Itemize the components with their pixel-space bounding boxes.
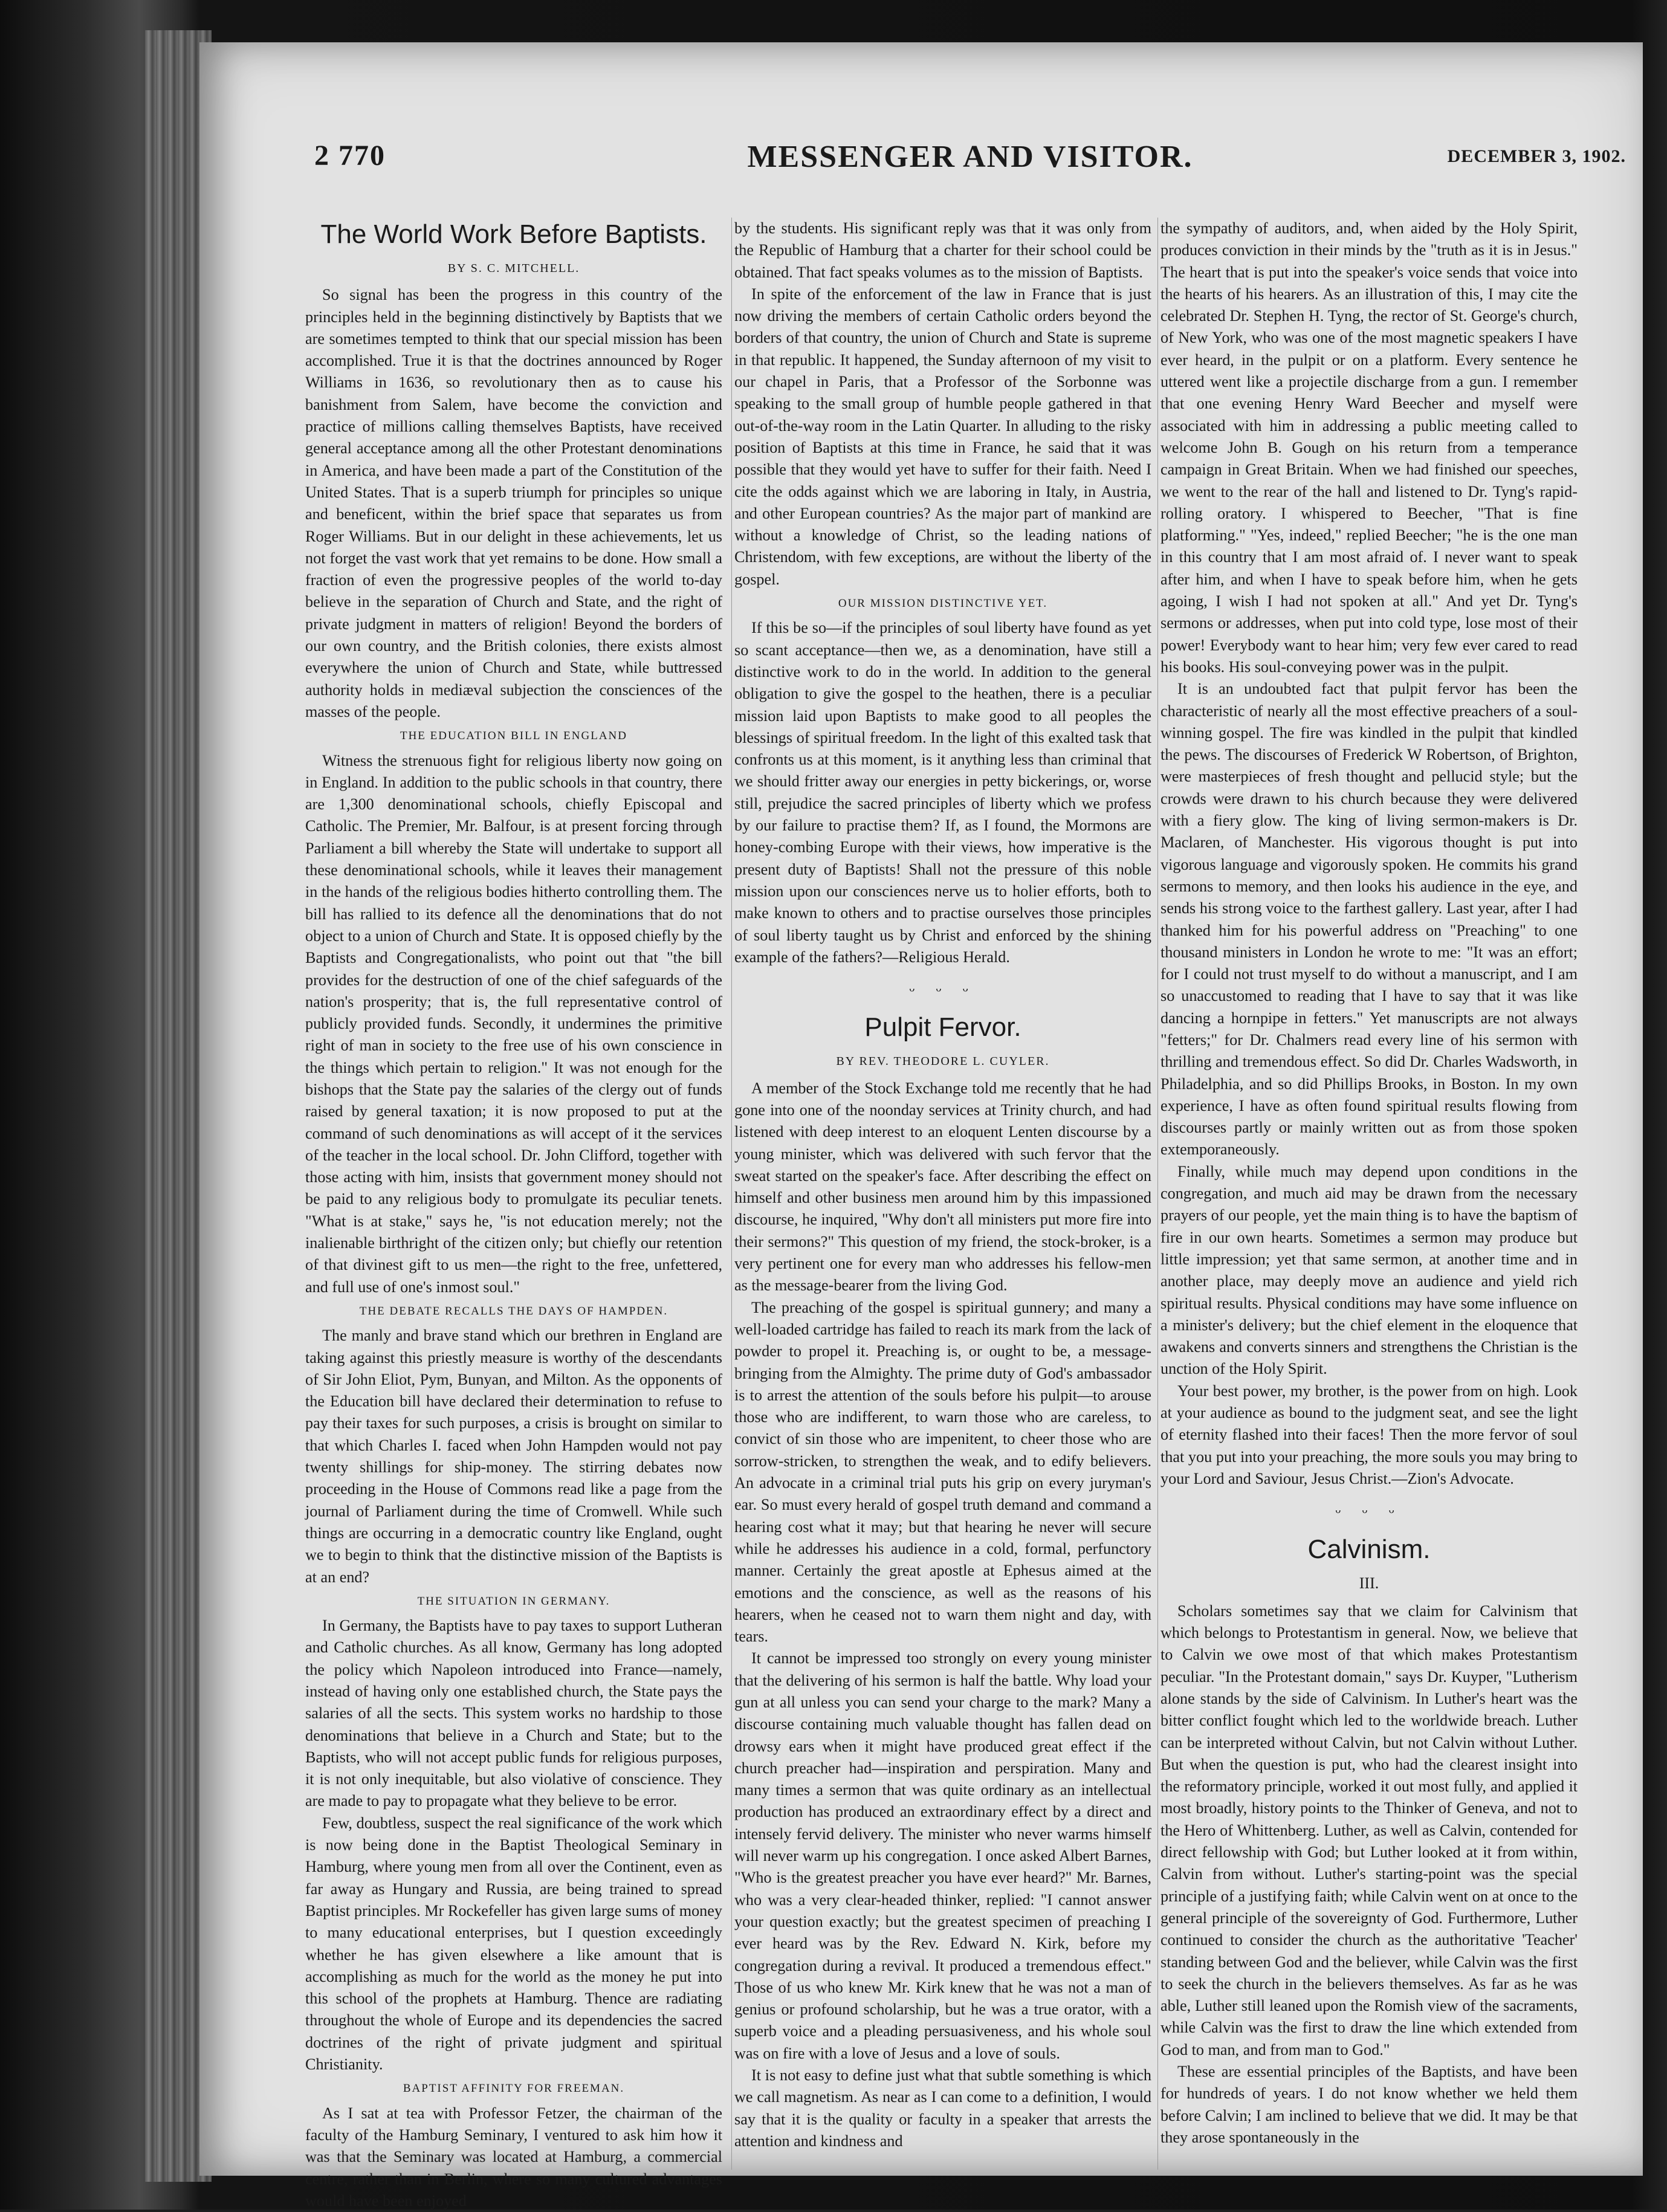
paragraph: Witness the strenuous fight for religious liberty now going on in England. In addition to the public schools in that country, there are 1,300 denominational schools, chiefly Episcopal and Catholic. The Premier, Mr. Balfour, is at present forcing through Parliament a bill whereby the State will undertake to support all these denominational schools, while it leaves their management in the hands of the religious bodies hitherto controlling them. The bill has rallied to its defence all the denominations that do not object to a union of Church and State. It is opposed chiefly by the Baptists and Congregationalists, who point out that "the bill provides for the destruction of one of the chief safeguards of the nation's prosperity; that is, the full representative control of publicly provided funds. Secondly, it undermines the primitive right of man in society to the free use of his own conscience in the things which pertain to religion." It was not enough for the bishops that the State pay the salaries of the clergy out of funds raised by general taxation; it is now proposed to put at the command of such denominations as will accept of it the services of the teacher in the local school. Dr. John Clifford, together with those acting with him, insists that government money should not be paid to any religious body to promulgate its peculiar tenets. "What is at stake," says he, "is not education merely; not the inalienable birthright of the citizen only; but chiefly our retention of that divinest gift to us men—the right to the free, unfettered, and full use of one's inmost soul." bbox=[305, 751, 722, 1296]
section-subhead: THE DEBATE RECALLS THE DAYS OF HAMPDEN. bbox=[359, 1304, 668, 1318]
article-byline: BY REV. THEODORE L. CUYLER. bbox=[836, 1055, 1050, 1069]
newspaper-page bbox=[199, 42, 1643, 2210]
section-ornament: ᵕ ᵕ ᵕ bbox=[909, 981, 977, 1001]
paragraph: Your best power, my brother, is the power from on high. Look at your audience as bound to the judgment seat, and see the light of eternity flashed into their faces! Then the more fervor of soul that you put into your preaching, the more souls you may bring to your Lord and Saviour, Jesus Christ.—Zion's Advocate. bbox=[1160, 1382, 1578, 1487]
paragraph: If this be so—if the principles of soul liberty have found as yet so scant acceptance—then we, as a denomination, have still a distinctive work to do in the world. In addition to the general obligation to give the gospel to the heathen, there is a peculiar mission laid upon Baptists to make good to all peoples the blessings of spiritual freedom. In the light of this exalted task that confronts us at this moment, is it anything less than criminal that we should fritter away our energies in petty bickerings, or, worse still, prejudice the sacred principles of liberty which we profess by our failure to practise them? If, as I found, the Mormons are honey-combing Europe with their views, how imperative is the present duty of Baptists! Shall not the pressure of this noble mission upon our consciences nerve us to holier efforts, both to make known to others and to practise ourselves those principles of soul liberty taught us by Christ and enforced by the shining example of the fathers?—Religious Herald. bbox=[734, 619, 1151, 966]
page-header bbox=[314, 139, 1626, 193]
paragraph: These are essential principles of the Baptists, and have been for hundreds of years. I do not know whether we held them before Calvin; I am inclined to believe that we did. It may be that they arose spontaneously in the bbox=[1160, 2063, 1578, 2146]
section-subhead: BAPTIST AFFINITY FOR FREEMAN. bbox=[403, 2082, 625, 2095]
column-3 bbox=[1157, 218, 1578, 2170]
column-1 bbox=[305, 218, 722, 2210]
masthead-title: MESSENGER AND VISITOR. bbox=[747, 140, 1193, 174]
article-byline: BY S. C. MITCHELL. bbox=[447, 262, 580, 275]
issue-date: DECEMBER 3, 1902. bbox=[1447, 146, 1626, 166]
paragraph: In spite of the enforcement of the law in France that is just now driving the members of certain Catholic orders beyond the borders of that country, the union of Church and State is supreme in that republic. It happened, the Sunday afternoon of my visit to our chapel in Paris, that a Professor of the Sorbonne was speaking to the small group of humble people gathered in that out-of-the-way room in the Latin Quarter. In alluding to the risky position of Baptists at this time in France, he said that it was possible that they would yet have to suffer for their faith. Need I cite the odds against which we are laboring in Italy, in Austria, and other European countries? As the major part of mankind are without a knowledge of Christ, so the leading nations of Christendom, with few exceptions, are without the liberty of the gospel. bbox=[734, 285, 1151, 588]
section-subhead: OUR MISSION DISTINCTIVE YET. bbox=[838, 597, 1048, 610]
paragraph: the sympathy of auditors, and, when aided by the Holy Spirit, produces conviction in their minds by the "truth as it is in Jesus." The heart that is put into the speaker's voice sends that voice into the hearts of his hearers. As an illustration of this, I may cite the celebrated Dr. Stephen H. Tyng, the rector of St. George's church, of New York, who was one of the most magnetic speakers I have ever heard, in the pulpit or on a platform. Every sentence he uttered went like a projectile discharge from a gun. I remember that one evening Henry Ward Beecher and myself were associated with him in addressing a public meeting called to welcome John B. Gough on his return from a temperance campaign in Great Britain. When we had finished our speeches, we went to the rear of the hall and listened to Dr. Tyng's rapid-rolling oratory. I whispered to Beecher, "That is fine platforming." "Yes, indeed," replied Beecher; "he is the one man in this country that I am most afraid of. I never want to speak after him, and when I have to speak before him, when he gets agoing, I wish I had not spoken at all." And yet Dr. Tyng's sermons or addresses, when put into cold type, lose most of their power! Everybody want to hear him; very few ever cared to read his books. His soul-conveying power was in the pulpit. bbox=[1160, 219, 1578, 676]
paragraph: by the students. His significant reply was that it was only from the Republic of Hamburg that a charter for their school could be obtained. That fact speaks volumes as to the mission of Baptists. bbox=[734, 219, 1151, 281]
paragraph: The manly and brave stand which our brethren in England are taking against this priestly measure is worthy of the descendants of Sir John Eliot, Pym, Bunyan, and Milton. As the opponents of the Education bill have declared their determination to refuse to pay their taxes for such purposes, a crisis is brought on similar to that which Charles I. faced when John Hampden would not pay twenty shillings for ship-money. The stirring debates now proceeding in the House of Commons read like a page from the journal of Parliament during the time of Cromwell. While such things are occurring in a democratic country like England, ought we to begin to think that the distinctive mission of the Baptists is at an end? bbox=[305, 1327, 722, 1586]
column-2 bbox=[731, 218, 1151, 2170]
article-title-pulpit-fervor: Pulpit Fervor. bbox=[864, 1012, 1021, 1043]
section-ornament: ᵕ ᵕ ᵕ bbox=[1335, 1502, 1403, 1523]
paragraph: As I sat at tea with Professor Fetzer, the chairman of the faculty of the Hamburg Seminary, I ventured to ask him how it was that the Seminary was located at Hamburg, a commercial centre, rather than in Berlin, where so many cultured advantages would have been enjoyed bbox=[305, 2104, 722, 2210]
paragraph: So signal has been the progress in this country of the principles held in the beginning distinctively by Baptists that we are sometimes tempted to think that our special mission has been accomplished. True it is that the doctrines announced by Roger Williams in 1636, so revolutionary then as to cause his banishment from Salem, have become the conviction and practice of millions calling themselves Baptists, have received general acceptance among all the other Protestant denominations in America, and have been made a part of the Constitution of the United States. That is a superb triumph for principles so unique and beneficent, within the brief space that separates us from Roger Williams. But in our delight in these achievements, let us not forget the vast work that yet remains to be done. How small a fraction of even the progressive peoples of the world to-day believe in the separation of Church and State, and the right of private judgment in matters of religion! Beyond the borders of our own country, and the British colonies, there exists almost everywhere the union of Church and State, while buttressed authority holds in mediæval subjection the consciences of the masses of the people. bbox=[305, 286, 722, 720]
paragraph: Scholars sometimes say that we claim for Calvinism that which belongs to Protestantism in general. Now, we believe that to Calvin we owe most of that which makes Protestantism peculiar. "In the Protestant domain," says Dr. Kuyper, "Lutherism alone stands by the side of Calvinism. In Luther's heart was the bitter conflict fought which led to the worldwide breach. Luther can be interpreted without Calvin, but not Calvin without Luther. But when the question is put, who had the clearest insight into the reformatory principle, worked it out most fully, and applied it most broadly, history points to the Thinker of Geneva, and not to the Hero of Whittenberg. Luther, as well as Calvin, contended for direct fellowship with God; but Luther looked at it from within, Calvin from without. Luther's starting-point was the special principle of a justifying faith; while Calvin went on at once to the general principle of the sovereignty of God. Furthermore, Luther continued to consider the church as the authoritative 'Teacher' standing between God and the believer, while Calvin was the first to seek the church in the believers themselves. As far as he was able, Luther still leaned upon the Romish view of the sacraments, while Calvin was the first to draw the line which extended from God to man, and from man to God." bbox=[1160, 1602, 1578, 2058]
article-title-calvinism: Calvinism. bbox=[1307, 1534, 1431, 1564]
section-subhead: THE EDUCATION BILL IN ENGLAND bbox=[400, 729, 628, 743]
paragraph: It is not easy to define just what that subtle something is which we call magnetism. As near as I can come to a definition, I would say that it is the quality or faculty in a speaker that arrests the attention and kindness and bbox=[734, 2066, 1151, 2150]
paragraph: In Germany, the Baptists have to pay taxes to support Lutheran and Catholic churches. As all know, Germany has long adopted the policy which Napoleon introduced into France—namely, instead of having only one established church, the State pays the salaries of all the sects. This system works no hardship to those denominations that believe in a Church and State; but to the Baptists, who will not accept public funds for religious purposes, it is not only inequitable, but also violative of conscience. They are made to pay to propagate what they believe to be error. bbox=[305, 1617, 722, 1810]
paragraph: Few, doubtless, suspect the real significance of the work which is now being done in the Baptist Theological Seminary in Hamburg, where young men from all over the Continent, even as far away as Hungary and Russia, are being trained to spread Baptist principles. Mr Rockefeller has given large sums of money to many educational enterprises, but I question exceedingly whether he has given elsewhere a like amount that is accomplishing as much for the world as the money he put into this school of the prophets at Hamburg. Thence are radiating throughout the whole of Europe and its dependencies the sacred doctrines of the right of private judgment and spiritual Christianity. bbox=[305, 1814, 722, 2074]
section-subhead: THE SITUATION IN GERMANY. bbox=[417, 1594, 610, 1608]
page-number: 2 770 bbox=[314, 140, 386, 172]
paragraph: The preaching of the gospel is spiritual gunnery; and many a well-loaded cartridge has failed to reach its mark from the lack of powder to propel it. Preaching is, or ought to be, a message-bringing from the Almighty. The prime duty of God's ambassador is to arrest the attention of the souls before his pulpit—to arouse those who are indifferent, to warn those who are careless, to convict of sin those who are impenitent, to cheer those who are sorrow-stricken, to strengthen the weak, and to edify believers. An advocate in a criminal trial puts his grip on every juryman's ear. So must every herald of gospel truth demand and command a hearing cost what it may; but that hearing he never will secure while he addresses his audience in a cold, formal, perfunctory manner. Certainly the great apostle at Ephesus aimed at the emotions and the conscience, as well as the reasons of his hearers, when he ceased not to warn them night and day, with tears. bbox=[734, 1298, 1151, 1646]
paragraph: It cannot be impressed too strongly on every young minister that the delivering of his sermon is half the battle. Why load your gun at all unless you can send your charge to the mark? Many a discourse containing much valuable thought has fallen dead on drowsy ears when it might have produced great effect if the church preacher had—inspiration and perspiration. Many and many times a sermon that was quite ordinary as an intellectual production has produced an extraordinary effect by a direct and intensely fervid delivery. The minister who never warms himself will never warm up his congregation. I once asked Albert Barnes, "Who is the greatest preacher you have ever heard?" Mr. Barnes, who was a very clear-headed thinker, replied: "I cannot answer your question exactly; but the greatest specimen of preaching I ever heard was by the Rev. Edward N. Kirk, before my congregation during a revival. It produced a tremendous effect." Those of us who knew Mr. Kirk knew that he was not a man of genius or profound scholarship, but he was a true orator, with a superb voice and a pleading persuasiveness, and his whole soul was on fire with a love of Jesus and a love of souls. bbox=[734, 1649, 1151, 2062]
paragraph: A member of the Stock Exchange told me recently that he had gone into one of the noonday services at Trinity church, and had listened with deep interest to an eloquent Lenten discourse by a young minister, which was delivered with such fervor that the sweat started on the speaker's face. After describing the effect on himself and other business men around him by this impassioned discourse, he inquired, "Why don't all ministers put more fire into their sermons?" This question of my friend, the stock-broker, is a very pertinent one for every man who addresses his fellow-men as the message-bearer from the living God. bbox=[734, 1079, 1151, 1295]
part-number: III. bbox=[1359, 1574, 1379, 1592]
article-title-world-work: The World Work Before Baptists. bbox=[320, 219, 707, 249]
paragraph: It is an undoubted fact that pulpit fervor has been the characteristic of nearly all the most effective preachers of a soul-winning gospel. The fire was kindled in the pulpit that kindled the pews. The discourses of Frederick W Robertson, of Brighton, were masterpieces of fresh thought and pellucid style; but the crowds were drawn to his church because they were delivered with a fiery glow. The king of living sermon-makers is Dr. Maclaren, of Manchester. His vigorous thought is put into vigorous language and vigorously spoken. He commits his grand sermons to memory, and then looks his audience in the eye, and sends his strong voice to the farthest gallery. Last year, after I had thanked him for his powerful address on "Preaching" to one thousand ministers in London he wrote to me: "It was an effort; for I could not trust myself to do without a manuscript, and I am so unaccustomed to reading that I have to say that it was like dancing a hornpipe in fetters." Yet manuscripts are not always "fetters;" for Dr. Chalmers read every line of his sermon with thrilling and tremendous effect. So did Dr. Charles Wadsworth, in Philadelphia, and so did Phillips Brooks, in Boston. In my own experience, I have as often found spiritual results flowing from discourses partly or mainly written out as from those spoken extemporaneously. bbox=[1160, 680, 1578, 1159]
paragraph: Finally, while much may depend upon conditions in the congregation, and much aid may be drawn from the necessary prayers of our people, yet the main thing is to have the baptism of fire in our own hearts. Sometimes a sermon may produce but little impression; yet that same sermon, at another time and in another place, may deeply move an audience and yield rich spiritual results. Physical conditions may have some influence on a minister's delivery; but the chief element in the eloquence that awakens and converts sinners and strengthens the Christian is the unction of the Holy Spirit. bbox=[1160, 1162, 1578, 1378]
